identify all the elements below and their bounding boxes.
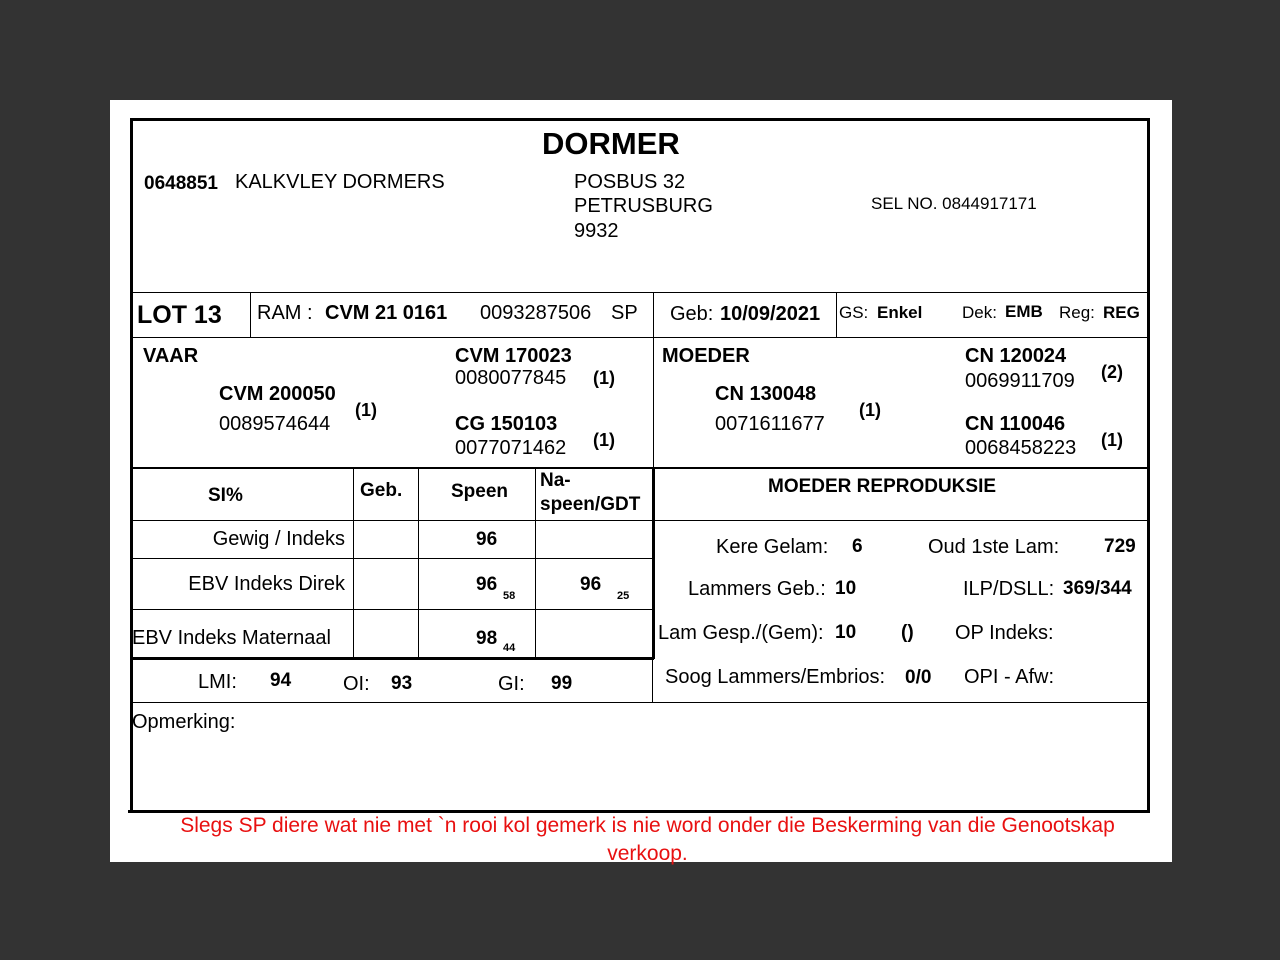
dam-sire-id: CN 120024	[965, 345, 1067, 367]
lammers-label: Lammers Geb.:	[688, 578, 826, 600]
birth-date: 10/09/2021	[720, 303, 821, 325]
row-direct-naspeen: 96	[580, 574, 602, 595]
row-maternal-label: EBV Indeks Maternaal	[132, 627, 331, 649]
reg-value: REG	[1103, 303, 1140, 322]
row-maternal-speen-sub: 44	[503, 642, 516, 654]
dam-dam-id: CN 110046	[965, 413, 1066, 435]
row-direct-naspeen-sub: 25	[617, 590, 630, 602]
dam-sire-count: (2)	[1101, 362, 1123, 382]
address-line1: POSBUS 32	[574, 171, 686, 193]
lot-number: LOT 13	[137, 301, 222, 329]
address-line3: 9932	[574, 220, 619, 242]
lmi-label: LMI:	[198, 671, 237, 693]
geb-header: Geb.	[360, 480, 403, 501]
reg-label: Reg:	[1059, 303, 1095, 322]
oi-value: 93	[391, 673, 413, 694]
gi-label: GI:	[498, 673, 525, 695]
ram-label: RAM :	[257, 302, 313, 324]
sire-sire-id: CVM 170023	[455, 345, 572, 367]
dam-dam-number: 0068458223	[965, 437, 1077, 459]
dam-sire-number: 0069911709	[965, 370, 1075, 392]
border-left	[130, 118, 133, 812]
ram-class: SP	[611, 302, 638, 324]
divider-row2	[130, 609, 654, 610]
divider-row3	[130, 657, 654, 660]
sire-dam-number: 0077071462	[455, 437, 567, 459]
sire-number: 0089574644	[219, 413, 331, 435]
kere-value: 6	[852, 536, 863, 557]
row-direct-speen: 96	[476, 574, 498, 595]
gs-label: GS:	[839, 303, 869, 322]
divider-lot	[130, 337, 1148, 338]
row-maternal-speen: 98	[476, 628, 498, 649]
vline-repro	[652, 469, 655, 659]
border-right	[1147, 118, 1150, 812]
ram-number: 0093287506	[480, 302, 592, 324]
row-direct-label: EBV Indeks Direk	[188, 573, 345, 595]
repro-heading: MOEDER REPRODUKSIE	[768, 476, 997, 497]
lot-card	[110, 100, 1172, 865]
row-weight-speen: 96	[476, 529, 498, 550]
border-top	[130, 118, 1150, 121]
vline-index	[652, 659, 653, 703]
naspeen-header-line1: Na-	[540, 470, 571, 491]
op-label: OP Indeks:	[955, 622, 1054, 644]
speen-header: Speen	[451, 481, 509, 502]
gi-value: 99	[551, 673, 573, 694]
oud-value: 729	[1104, 536, 1136, 557]
soog-value: 0/0	[905, 667, 932, 688]
breeder-number: 0648851	[144, 173, 218, 194]
lammers-value: 10	[835, 578, 857, 599]
dek-label: Dek:	[962, 303, 997, 322]
sire-sire-number: 0080077845	[455, 367, 567, 389]
vline-si2	[418, 469, 419, 659]
divider-remarks	[130, 702, 1148, 703]
oi-label: OI:	[343, 673, 370, 695]
row-weight-label: Gewig / Indeks	[212, 528, 345, 550]
gesp-label: Lam Gesp./(Gem):	[658, 622, 824, 644]
gesp-paren: ()	[901, 622, 914, 643]
kere-label: Kere Gelam:	[716, 536, 829, 558]
si-header: SI%	[208, 485, 243, 506]
soog-label: Soog Lammers/Embrios:	[665, 666, 886, 688]
dam-id: CN 130048	[715, 383, 817, 405]
vline-geb	[653, 293, 654, 469]
breed-title: DORMER	[542, 126, 680, 161]
breeder-name: KALKVLEY DORMERS	[235, 171, 445, 193]
gs-value: Enkel	[877, 303, 923, 322]
divider-row1	[130, 558, 654, 559]
ram-id: CVM 21 0161	[325, 302, 448, 324]
dek-value: EMB	[1005, 302, 1043, 321]
vline-lot	[250, 293, 251, 337]
address-line2: PETRUSBURG	[574, 195, 713, 217]
sire-heading: VAAR	[143, 345, 199, 367]
dam-heading: MOEDER	[662, 345, 750, 367]
row-direct-speen-sub: 58	[503, 590, 516, 602]
vline-si1	[353, 469, 354, 659]
divider-si-header	[130, 520, 1148, 521]
remarks-label: Opmerking:	[132, 711, 236, 733]
dam-dam-count: (1)	[1101, 430, 1123, 450]
naspeen-header-line2: speen/GDT	[540, 494, 641, 515]
footer-note: Slegs SP diere wat nie met `n rooi kol gemerk is nie word onder die Beskerming van die Genootskap verkoop.	[180, 814, 1115, 865]
sire-sire-count: (1)	[593, 368, 615, 388]
dam-count: (1)	[859, 400, 881, 420]
divider-pedigree	[130, 467, 1148, 469]
vline-si3	[535, 469, 536, 659]
sire-id: CVM 200050	[219, 383, 336, 405]
dam-number: 0071611677	[715, 413, 825, 435]
birth-label: Geb:	[670, 303, 714, 325]
sire-dam-id: CG 150103	[455, 413, 558, 435]
ilp-label: ILP/DSLL:	[963, 578, 1055, 600]
lmi-value: 94	[270, 670, 292, 691]
sire-dam-count: (1)	[593, 430, 615, 450]
vline-gs	[836, 293, 837, 337]
sire-count: (1)	[355, 400, 377, 420]
gesp-value: 10	[835, 622, 857, 643]
oud-label: Oud 1ste Lam:	[928, 536, 1060, 558]
ilp-value: 369/344	[1063, 578, 1132, 599]
divider-header	[130, 292, 1148, 293]
phone-number: SEL NO. 0844917171	[871, 194, 1037, 213]
opi-label: OPI - Afw:	[964, 666, 1055, 688]
